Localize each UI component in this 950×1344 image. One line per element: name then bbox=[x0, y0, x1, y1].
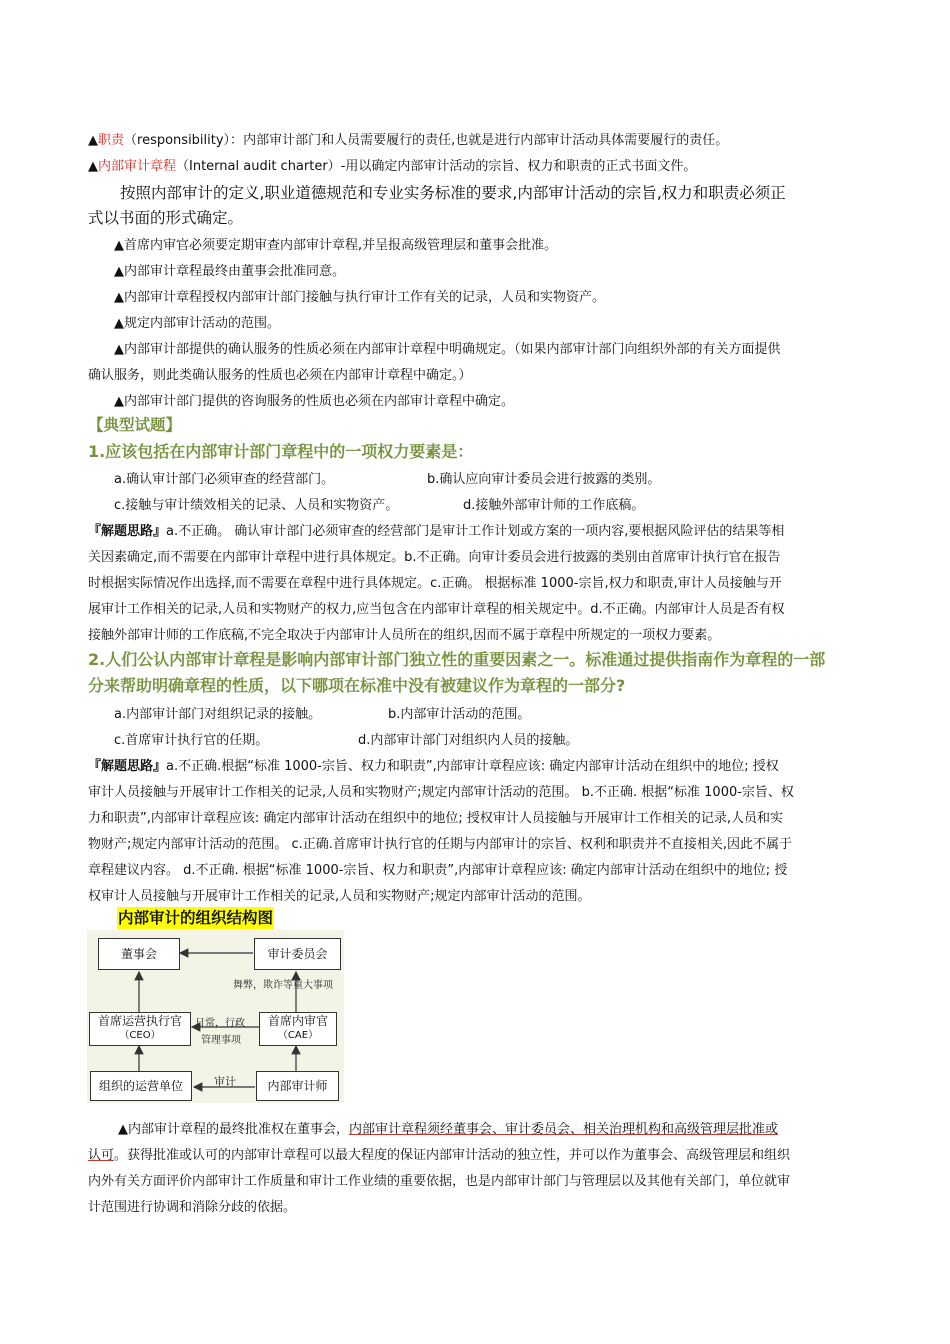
q2-analysis-line: 力和职责”,内部审计章程应该: 确定内部审计活动在组织中的地位; 授权审计人员接触与开展审计工作相关的记录,人员和实 bbox=[88, 811, 784, 826]
closing-underlined: 认可 bbox=[88, 1148, 115, 1163]
q1-option-d: d.接触外部审计师的工作底稿。 bbox=[463, 498, 645, 513]
org-box-ceo-abbr: （CEO） bbox=[119, 1030, 161, 1041]
org-box-auditor: 内部审计师 bbox=[256, 1071, 339, 1101]
org-box-cae-abbr: （CAE） bbox=[277, 1030, 319, 1041]
closing-line-4: 计范围进行协调和消除分歧的依据。 bbox=[88, 1200, 297, 1215]
label-daily-2: 管理事项 bbox=[201, 1035, 241, 1046]
q1-option-b: b.确认应向审计委员会进行披露的类别。 bbox=[427, 472, 661, 487]
q1-analysis-line bbox=[88, 522, 868, 541]
closing-line-2 bbox=[88, 1146, 868, 1165]
analysis-label: 『解题思路』 bbox=[88, 759, 167, 774]
def-text: 内部审计部门和人员需要履行的责任,也就是进行内部审计活动具体需要履行的责任。 bbox=[243, 133, 729, 148]
intro-line-1: 按照内部审计的定义,职业道德规范和专业实务标准的要求,内部审计活动的宗旨,权力和职责必须正 bbox=[120, 184, 786, 202]
analysis-text: a.不正确.根据“标准 1000-宗旨、权力和职责”,内部审计章程应该: 确定内部审计活动在组织中的地位; 授权 bbox=[166, 759, 779, 774]
q2-option-c: c.首席审计执行官的任期。 bbox=[114, 733, 269, 748]
label-audit: 审计 bbox=[214, 1075, 236, 1088]
q2-analysis-line: 审计人员接触与开展审计工作相关的记录,人员和实物财产;规定内部审计活动的范围。 b.不正确. 根据“标准 1000-宗旨、权 bbox=[88, 785, 794, 800]
bullet-item: ▲内部审计部门提供的咨询服务的性质也必须在内部审计章程中确定。 bbox=[114, 394, 514, 409]
bullet-item: ▲内部审计章程最终由董事会批准同意。 bbox=[114, 264, 345, 279]
question-2-title-line-2: 分来帮助明确章程的性质，以下哪项在标准中没有被建议作为章程的一部分? bbox=[88, 676, 626, 695]
org-box-ceo bbox=[89, 1012, 191, 1046]
section-title: 【典型试题】 bbox=[88, 416, 182, 434]
label-daily-1: 日常，行政 bbox=[195, 1018, 245, 1029]
intro-line-2: 式以书面的形式确定。 bbox=[88, 209, 244, 227]
q2-analysis-line: 章程建议内容。 d.不正确. 根据“标准 1000-宗旨、权力和职责”,内部审计章程应该: 确定内部审计活动在组织中的地位; 授 bbox=[88, 863, 788, 878]
org-box-cae bbox=[259, 1012, 337, 1046]
q1-option-a: a.确认审计部门必须审查的经营部门。 bbox=[114, 472, 335, 487]
q1-analysis-line: 展审计工作相关的记录,人员和实物财产的权力,应当包含在内部审计章程的相关规定中。d.不正确。内部审计人员是否有权 bbox=[88, 602, 785, 617]
org-box-committee: 审计委员会 bbox=[254, 938, 341, 970]
q2-option-a: a.内部审计部门对组织记录的接触。 bbox=[114, 707, 322, 722]
question-2-title-line-1: 2.人们公认内部审计章程是影响内部审计部门独立性的重要因素之一。标准通过提供指南作为章程的一部 bbox=[88, 650, 826, 669]
org-box-ceo-label: 首席运营执行官 bbox=[97, 1014, 182, 1028]
def-term: 职责 bbox=[98, 133, 125, 148]
q2-analysis-line bbox=[88, 757, 868, 776]
q1-analysis-line: 接触外部审计师的工作底稿,不完全取决于内部审计人员所在的组织,因而不属于章程中所规定的一项权力要素。 bbox=[88, 628, 721, 643]
closing-text: ▲内部审计章程的最终批准权在董事会， bbox=[118, 1122, 349, 1137]
q2-option-b: b.内部审计活动的范围。 bbox=[388, 707, 531, 722]
q1-analysis-line: 时根据实际情况作出选择,而不需要在章程中进行具体规定。c.正确。 根据标准 1000-宗旨,权力和职责,审计人员接触与开 bbox=[88, 576, 782, 591]
question-1-title: 1.应该包括在内部审计部门章程中的一项权力要素是： bbox=[88, 442, 474, 461]
bullet-item: ▲首席内审官必须要定期审查内部审计章程,并呈报高级管理层和董事会批准。 bbox=[114, 238, 558, 253]
q1-analysis-line: 关因素确定,而不需要在内部审计章程中进行具体规定。b.不正确。向审计委员会进行披露的类别由首席审计执行官在报告 bbox=[88, 550, 781, 565]
q2-analysis-line: 权审计人员接触与开展审计工作相关的记录,人员和实物财产;规定内部审计活动的范围。 bbox=[88, 889, 591, 904]
def-english: （Internal audit charter） bbox=[176, 159, 341, 174]
bullet-item: ▲内部审计章程授权内部审计部门接触与执行审计工作有关的记录，人员和实物资产。 bbox=[114, 290, 605, 305]
org-box-board: 董事会 bbox=[98, 938, 180, 970]
bullet-item: ▲内部审计部提供的确认服务的性质必须在内部审计章程中明确规定。（如果内部审计部门向组织外部的有关方面提供 bbox=[114, 342, 781, 357]
analysis-label: 『解题思路』 bbox=[88, 524, 167, 539]
def-text: -用以确定内部审计活动的宗旨、权力和职责的正式书面文件。 bbox=[340, 159, 697, 174]
closing-line-3: 内外有关方面评价内部审计工作质量和审计工作业绩的重要依据，也是内部审计部门与管理层以及其他有关部门，单位就审 bbox=[88, 1174, 791, 1189]
org-chart bbox=[87, 930, 344, 1103]
analysis-text: a.不正确。 确认审计部门必须审查的经营部门是审计工作计划或方案的一项内容,要根据风险评估的结果等相 bbox=[166, 524, 785, 539]
def-responsibility bbox=[88, 131, 868, 150]
triangle-bullet-icon: ▲ bbox=[88, 159, 98, 174]
org-box-cae-label: 首席内审官 bbox=[267, 1014, 328, 1028]
closing-underlined: 内部审计章程须经董事会、审计委员会、相关治理机构和高级管理层批准或 bbox=[349, 1122, 779, 1137]
label-fraud: 舞弊，欺诈等重大事项 bbox=[233, 980, 333, 991]
def-term: 内部审计章程 bbox=[98, 159, 177, 174]
q1-option-c: c.接触与审计绩效相关的记录、人员和实物资产。 bbox=[114, 498, 399, 513]
org-box-unit: 组织的运营单位 bbox=[90, 1071, 192, 1101]
chart-title: 内部审计的组织结构图 bbox=[118, 909, 274, 927]
q2-analysis-line: 物财产;规定内部审计活动的范围。 c.正确.首席审计执行官的任期与内部审计的宗旨、权利和职责并不直接相关,因此不属于 bbox=[88, 837, 793, 852]
def-english: （responsibility）： bbox=[124, 133, 244, 148]
def-charter bbox=[88, 157, 868, 176]
bullet-item: ▲规定内部审计活动的范围。 bbox=[114, 316, 280, 331]
closing-text: 。获得批准或认可的内部审计章程可以最大程度的保证内部审计活动的独立性，并可以作为董事会、高级管理层和组织 bbox=[114, 1148, 791, 1163]
q2-option-d: d.内部审计部门对组织内人员的接触。 bbox=[358, 733, 579, 748]
triangle-bullet-icon: ▲ bbox=[88, 133, 98, 148]
bullet-item-continued: 确认服务，则此类确认服务的性质也必须在内部审计章程中确定。） bbox=[88, 368, 472, 383]
closing-line-1 bbox=[118, 1120, 898, 1139]
